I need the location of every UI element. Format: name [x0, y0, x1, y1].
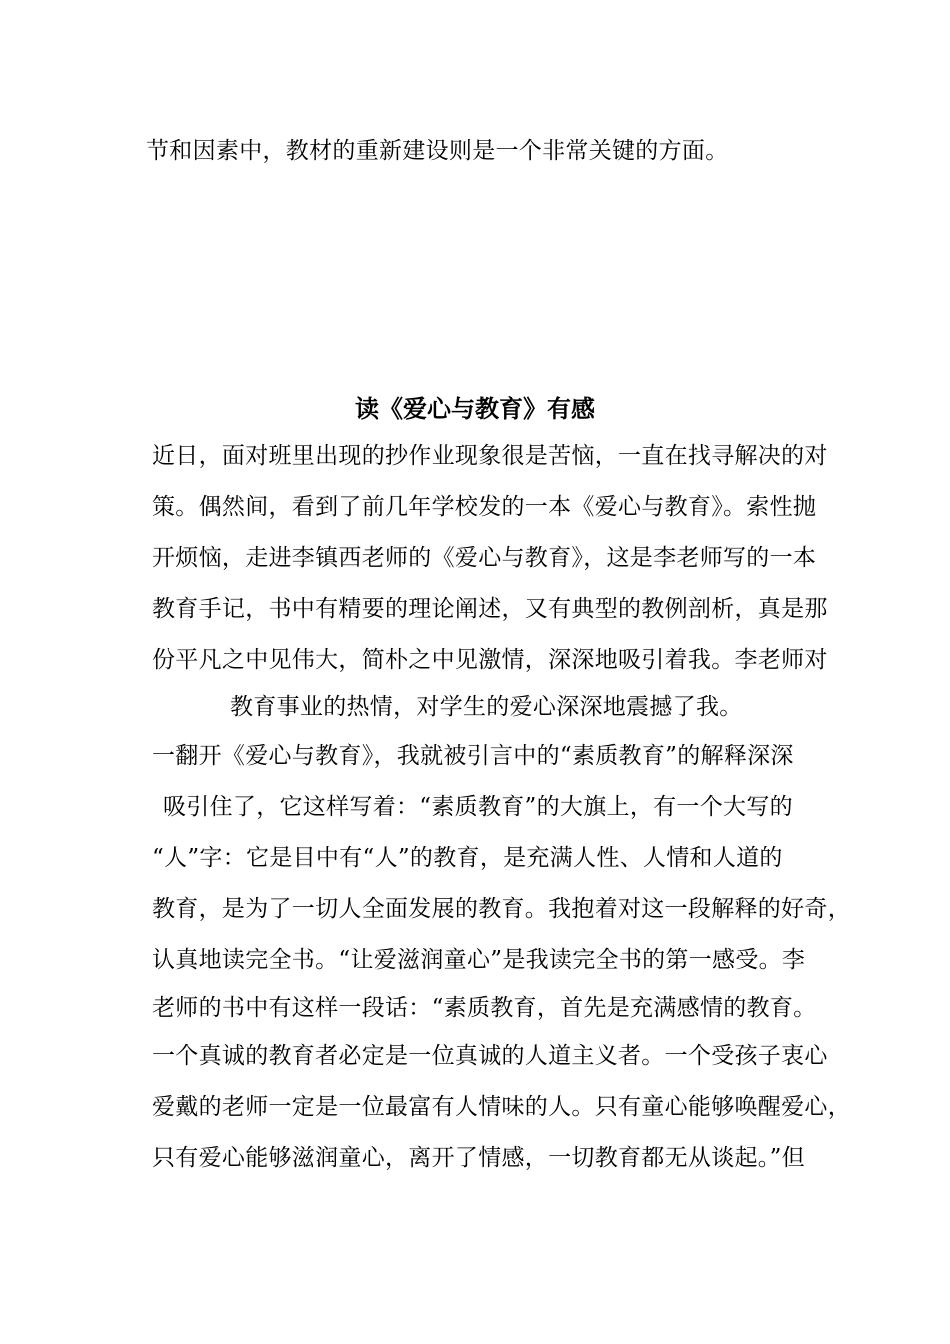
body-line: 教育，是为了一切人全面发展的教育。我抱着对这一段解释的好奇，	[152, 896, 851, 922]
article-title: 读《爱心与教育》有感	[355, 394, 595, 423]
body-line: 份平凡之中见伟大，简朴之中见激情，深深地吸引着我。李老师对	[152, 647, 828, 673]
body-line: 认真地读完全书。“让爱滋润童心”是我读完全书的第一感受。李	[152, 947, 806, 973]
top-fragment-line: 节和因素中，教材的重新建设则是一个非常关键的方面。	[146, 138, 729, 164]
body-line: 老师的书中有这样一段话：“素质教育，首先是充满感情的教育。	[152, 995, 817, 1021]
body-line: “人”字：它是目中有“人”的教育，是充满人性、人情和人道的	[152, 845, 783, 871]
body-line: 教育手记，书中有精要的理论阐述，又有典型的教例剖析，真是那	[152, 596, 828, 622]
body-line: 近日，面对班里出现的抄作业现象很是苦恼，一直在找寻解决的对	[152, 443, 828, 469]
body-line: 吸引住了，它这样写着：“素质教育”的大旗上，有一个大写的	[163, 794, 793, 820]
body-line: 只有爱心能够滋润童心，离开了情感，一切教育都无从谈起。”但	[152, 1145, 805, 1171]
body-line: 爱戴的老师一定是一位最富有人情味的人。只有童心能够唤醒爱心，	[152, 1094, 851, 1120]
body-line: 开烦恼，走进李镇西老师的《爱心与教育》，这是李老师写的一本	[152, 545, 817, 571]
body-line: 一翻开《爱心与教育》，我就被引言中的“素质教育”的解释深深	[152, 743, 794, 769]
body-line: 一个真诚的教育者必定是一位真诚的人道主义者。一个受孩子衷心	[152, 1043, 828, 1069]
body-line: 教育事业的热情，对学生的爱心深深地震撼了我。	[230, 694, 743, 720]
body-line: 策。偶然间，看到了前几年学校发的一本《爱心与教育》。索性抛	[152, 494, 817, 520]
